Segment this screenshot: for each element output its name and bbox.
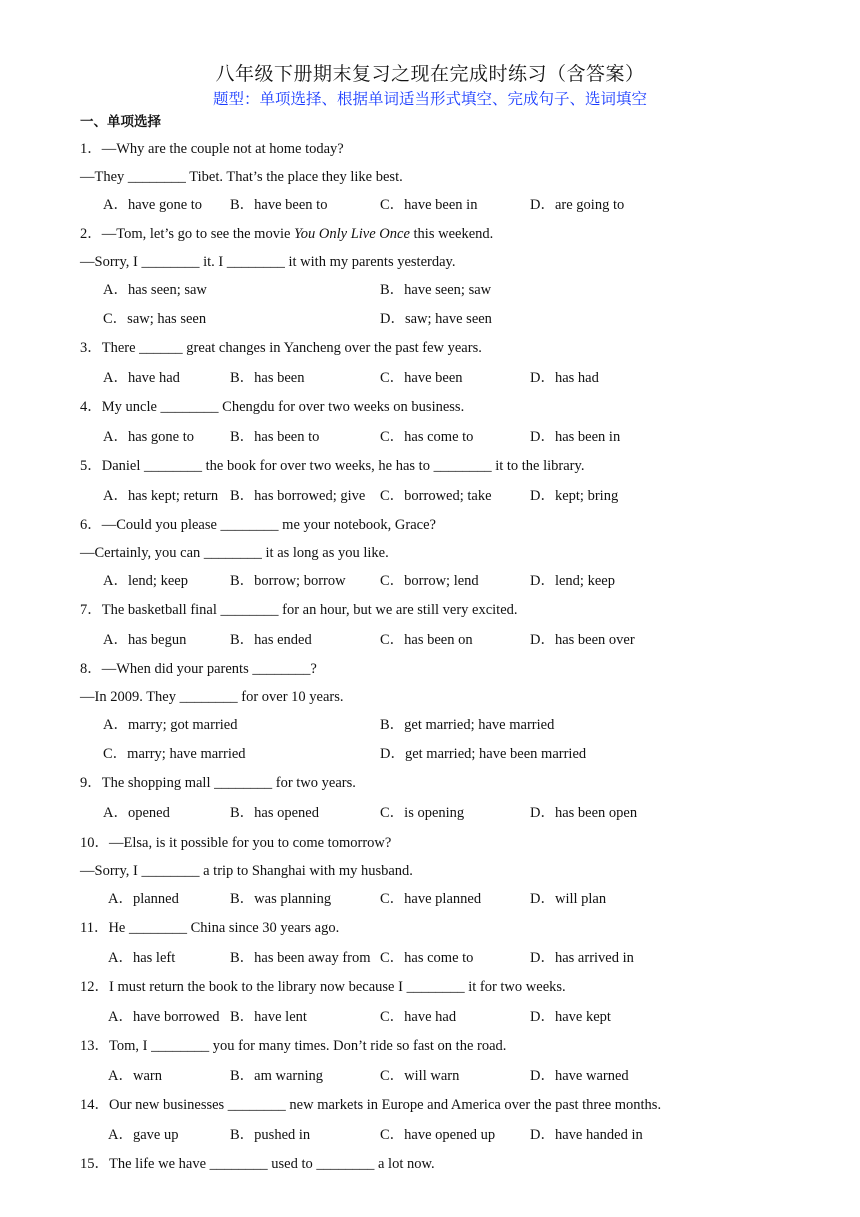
option-c: C．have been in [380,197,478,213]
option-d: D．saw; have seen [380,311,492,327]
option-c: C．has come to [380,950,474,966]
question-12-stem: 12．I must return the book to the library now because I ________ it for two weeks. [80,979,566,995]
option-a: A．has begun [103,632,187,648]
option-b: B．was planning [230,891,332,907]
option-d: D．have kept [530,1009,611,1025]
question-8-options-row-1 [103,716,803,734]
question-10-stem: 10．—Elsa, is it possible for you to come tomorrow? [80,835,392,851]
option-b: B．get married; have married [380,717,555,733]
option-a: A．has gone to [103,429,195,445]
option-b: B．has been [230,370,305,386]
option-a: A．gave up [108,1127,179,1143]
question-2-response: —Sorry, I ________ it. I ________ it with my parents yesterday. [80,254,456,270]
option-a: A．have had [103,370,180,386]
question-2-stem-post: this weekend. [409,226,494,242]
option-b: B．have lent [230,1009,307,1025]
option-a: A．have borrowed [108,1009,220,1025]
question-4-options [103,428,803,446]
question-6-options [103,572,803,590]
option-b: B．has opened [230,805,319,821]
question-12-options [103,1008,803,1026]
question-5-stem: 5．Daniel ________ the book for over two weeks, he has to ________ it to the library. [80,458,585,474]
option-d: D．will plan [530,891,607,907]
question-14-stem: 14．Our new businesses ________ new markets in Europe and America over the past three months. [80,1097,662,1113]
option-a: A．marry; got married [103,717,238,733]
option-c: C．borrowed; take [380,488,492,504]
question-9-stem: 9．The shopping mall ________ for two years. [80,775,356,791]
question-7-options [103,631,803,649]
question-15-stem: 15．The life we have ________ used to ________ a lot now. [80,1156,435,1172]
option-a: A．planned [108,891,179,907]
question-13-stem: 13．Tom, I ________ you for many times. Don’t ride so fast on the road. [80,1038,507,1054]
option-c: C．saw; has seen [103,311,207,327]
question-6-response: —Certainly, you can ________ it as long as you like. [80,545,389,561]
question-9-options [103,804,803,822]
question-4-stem: 4．My uncle ________ Chengdu for over two weeks on business. [80,399,465,415]
option-d: D．has arrived in [530,950,634,966]
option-b: B．have seen; saw [380,282,492,298]
question-8-stem: 8．—When did your parents ________? [80,661,317,677]
option-c: C．have been [380,370,463,386]
movie-title: You Only Live Once [294,226,410,242]
option-c: C．have planned [380,891,482,907]
document-subtitle: 题型：单项选择、根据单词适当形式填空、完成句子、选词填空 [212,90,647,108]
question-3-stem: 3．There ______ great changes in Yancheng over the past few years. [80,340,482,356]
option-d: D．has been in [530,429,621,445]
option-c: C．has come to [380,429,474,445]
option-a: A．lend; keep [103,573,188,589]
question-14-options [103,1126,803,1144]
option-b: B．has been away from [230,950,371,966]
question-7-stem: 7．The basketball final ________ for an hour, but we are still very excited. [80,602,518,618]
option-d: D．are going to [530,197,625,213]
option-c: C．borrow; lend [380,573,479,589]
question-5-options [103,487,803,505]
question-2-stem-pre: 2．—Tom, let’s go to see the movie [80,226,295,242]
option-d: D．have warned [530,1068,629,1084]
option-a: A．opened [103,805,170,821]
option-d: D．have handed in [530,1127,643,1143]
option-d: D．kept; bring [530,488,619,504]
option-b: B．have been to [230,197,328,213]
option-b: B．borrow; borrow [230,573,346,589]
question-2-options-row-1 [103,281,803,299]
section-heading: 一、单项选择 [80,114,161,130]
question-8-options-row-2 [103,745,803,763]
option-c: C．marry; have married [103,746,246,762]
option-b: B．am warning [230,1068,324,1084]
question-11-options [103,949,803,967]
question-1-response: —They ________ Tibet. That’s the place they like best. [80,169,403,185]
question-3-options [103,369,803,387]
question-10-options [103,890,803,908]
question-13-options [103,1067,803,1085]
option-a: A．has seen; saw [103,282,207,298]
option-c: C．is opening [380,805,465,821]
question-2-stem [80,225,493,243]
question-11-stem: 11．He ________ China since 30 years ago. [80,920,340,936]
question-1-options [103,196,803,214]
option-c: C．have had [380,1009,457,1025]
option-d: D．lend; keep [530,573,615,589]
question-6-stem: 6．—Could you please ________ me your notebook, Grace? [80,517,436,533]
option-b: B．has been to [230,429,320,445]
option-b: B．has borrowed; give [230,488,366,504]
option-d: D．has been over [530,632,635,648]
option-d: D．has had [530,370,599,386]
option-c: C．have opened up [380,1127,496,1143]
question-10-response: —Sorry, I ________ a trip to Shanghai with my husband. [80,863,413,879]
question-8-response: —In 2009. They ________ for over 10 years. [80,689,344,705]
option-b: B．pushed in [230,1127,311,1143]
question-2-options-row-2 [103,310,803,328]
option-a: A．has left [108,950,176,966]
option-c: C．has been on [380,632,473,648]
option-b: B．has ended [230,632,312,648]
option-a: A．warn [108,1068,162,1084]
question-1-stem: 1．—Why are the couple not at home today? [80,141,344,157]
option-a: A．has kept; return [103,488,219,504]
document-title: 八年级下册期末复习之现在完成时练习（含答案） [215,63,645,85]
option-a: A．have gone to [103,197,203,213]
option-d: D．has been open [530,805,638,821]
option-d: D．get married; have been married [380,746,587,762]
option-c: C．will warn [380,1068,460,1084]
